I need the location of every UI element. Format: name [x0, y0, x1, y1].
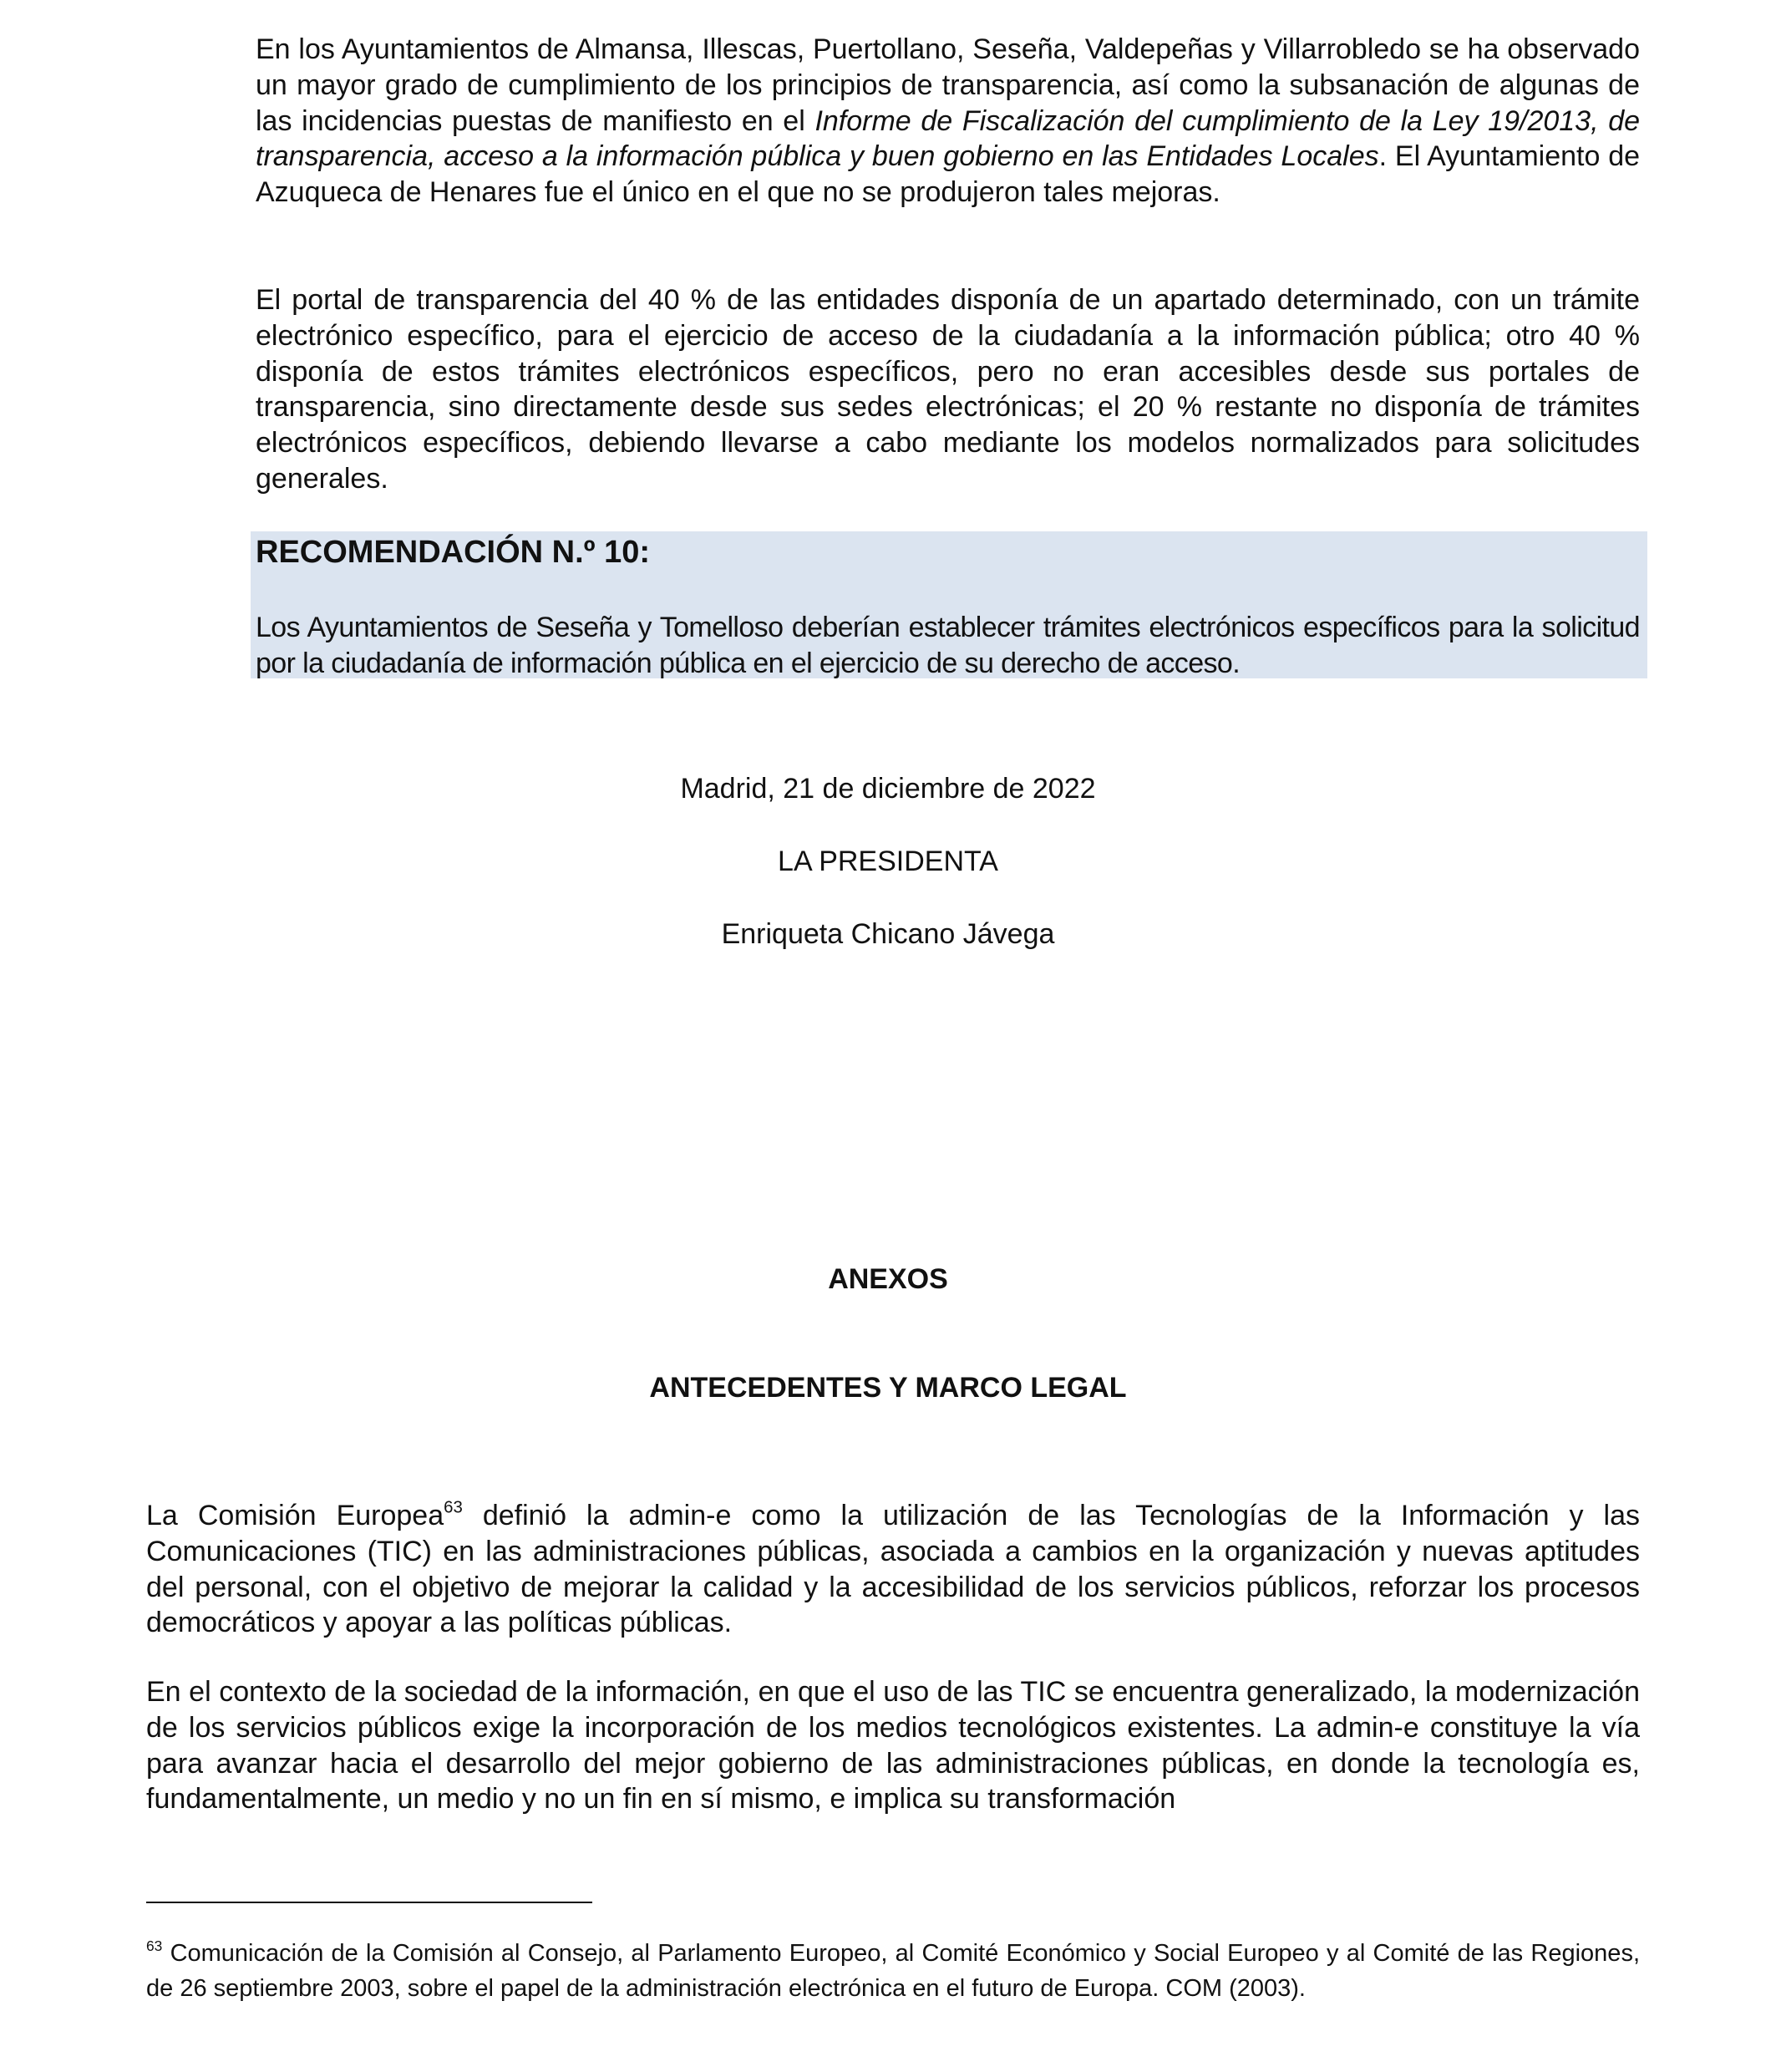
footnote: [146, 1937, 1640, 2006]
text: . El Ayuntamiento de Azuqueca de Henares fue el único en el que no se produjeron tales mejoras.: [256, 140, 1641, 209]
footnote-ref[interactable]: 63: [444, 1498, 463, 1517]
text: En los Ayuntamientos de Almansa, Illescas, Puertollano, Seseña, Valdepeñas y Villarrobledo se ha observado un mayor grado de cumplimiento de los principios de transparencia, así como la subsanación de algunas de las incidencias puestas de manifiesto en el: [256, 33, 1640, 137]
footnote-text: Comunicación de la Comisión al Consejo, al Parlamento Europeo, al Comité Económico y Social Europeo y al Comité de las Regiones, de 26 septiembre 2003, sobre el papel de la administración electrónica en el futuro de Europa. COM (2003).: [146, 1940, 1640, 2002]
signature-role: LA PRESIDENTA: [778, 846, 998, 877]
paragraph-eu-commission: [146, 1498, 1640, 1641]
signature-place-date: Madrid, 21 de diciembre de 2022: [680, 773, 1096, 805]
recommendation-heading: RECOMENDACIÓN N.º 10:: [256, 535, 651, 570]
text: La Comisión Europea: [146, 1500, 444, 1531]
annex-title: ANEXOS: [828, 1263, 948, 1295]
signature-name: Enriqueta Chicano Jávega: [721, 918, 1055, 950]
footnote-number: 63: [146, 1937, 163, 1954]
annex-subtitle: ANTECEDENTES Y MARCO LEGAL: [649, 1372, 1127, 1404]
footnote-divider: [146, 1902, 592, 1903]
text: definió la admin-e como la utilización de las Tecnologías de la Información y las Comunicaciones (TIC) en las administraciones públicas, asociada a cambios en la organización y nuevas aptitudes del personal, con el objetivo de mejorar la calidad y la accesibilidad de los servicios públicos, reforzar los procesos democráticos y apoyar a las políticas públicas.: [146, 1500, 1641, 1639]
paragraph-information-society: En el contexto de la sociedad de la información, en que el uso de las TIC se encuentra generalizado, la modernización de los servicios públicos exige la incorporación de los medios tecnológicos existentes. La admin-e constituye la vía para avanzar hacia el desarrollo del mejor gobierno de las administraciones públicas, en donde la tecnología es, fundamentalmente, un medio y no un fin en sí mismo, e implica su transformación: [146, 1676, 1640, 1816]
report-title-italic: Informe de Fiscalización del cumplimiento de la Ley 19/2013, de transparencia, acceso a la información pública y buen gobierno en las Entidades Locales: [256, 104, 1641, 173]
paragraph-portal: El portal de transparencia del 40 % de las entidades disponía de un apartado determinado, con un trámite electrónico específico, para el ejercicio de acceso de la ciudadanía a la información pública; otro 40 % disponía de estos trámites electrónicos específicos, pero no eran accesibles desde sus portales de transparencia, sino directamente desde sus sedes electrónicas; el 20 % restante no disponía de trámites electrónicos específicos, debiendo llevarse a cabo mediante los modelos normalizados para solicitudes generales.: [256, 284, 1640, 495]
paragraph-improvements: [256, 32, 1640, 211]
recommendation-text: Los Ayuntamientos de Seseña y Tomelloso deberían establecer trámites electrónicos específicos para la solicitud por la ciudadanía de información pública en el ejercicio de su derecho de acceso.: [256, 612, 1640, 679]
